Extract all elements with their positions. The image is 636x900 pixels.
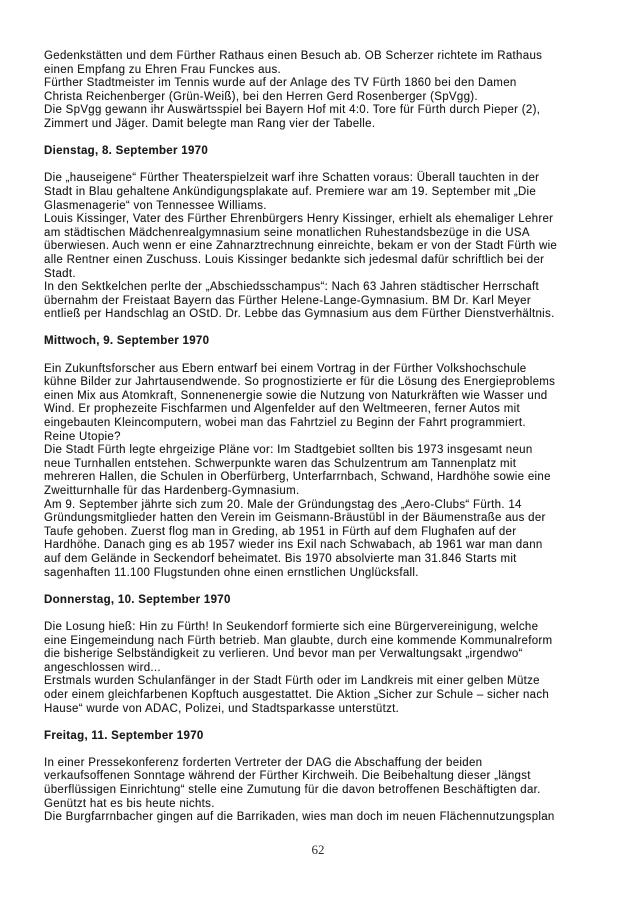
text-line: Fürther Stadtmeister im Tennis wurde auf der Anlage des TV Fürth 1860 bei den Damen: [44, 77, 517, 90]
text-line: Zweitturnhalle für das Hardenberg-Gymnasium.: [44, 485, 300, 497]
date-heading: [44, 594, 596, 608]
text-line: übernahm der Freistaat Bayern das Fürther Helene-Lange-Gymnasium. BM Dr. Karl Meyer: [44, 294, 532, 307]
text-line: die bisherige Selbständigkeit zu verlieren. Und bevor man per Verwaltungsakt „irgendwo“: [44, 648, 523, 661]
text-line: Taufe gehoben. Zuerst flog man in Greding, ab 1951 in Fürth auf dem Flughafen auf der: [44, 525, 517, 538]
text-line: Die Stadt Fürth legte ehrgeizige Pläne vor: Im Stadtgebiet sollten bis 1973 insgesamt neun: [44, 444, 533, 457]
text-line: In den Sektkelchen perlte der „Abschiedsschampus“: Nach 63 Jahren städtischer Herrschaft: [44, 281, 539, 294]
text-line: Gründungsmitglieder hatten den Verein im Geismann-Bräustübl in der Bäumenstraße aus der: [44, 512, 546, 525]
text-line: alle Rentner einen Zuschuss. Louis Kissinger bedankte sich jedesmal dafür schriftlich bei der: [44, 253, 545, 266]
text-line: auf dem Gelände in Seckendorf beheimatet. Bis 1970 absolvierte man 31.846 Starts mit: [44, 552, 517, 565]
date-heading: [44, 730, 596, 744]
date-heading: [44, 335, 596, 349]
text-line: sagenhaften 11.100 Flugstunden ohne einen ernstlichen Unglücksfall.: [44, 566, 419, 579]
text-line: Stadt.: [44, 267, 76, 280]
paragraph-block: [44, 172, 596, 322]
text-line: einen Empfang zu Ehren Frau Funckes aus.: [44, 63, 282, 76]
text-line: Die „hauseigene“ Fürther Theaterspielzeit warf ihre Schatten voraus: Überall tauchten in der: [44, 172, 540, 185]
text-line: Ein Zukunftsforscher aus Ebern entwarf bei einem Vortrag in der Fürther Volkshochschule: [44, 362, 527, 375]
text-line: neue Turnhallen entstehen. Schwerpunkte waren das Schulzentrum am Tannenplatz mit: [44, 457, 517, 470]
page-content: [44, 50, 596, 825]
paragraph-block: [44, 757, 596, 825]
text-line: Die Burgfarrnbacher gingen auf die Barrikaden, wies man doch im neuen Flächennutzungsplan: [44, 811, 555, 824]
text-line: entließ per Handschlag an OStD. Dr. Lebbe das Gymnasium aus dem Fürther Dienstverhältnis.: [44, 308, 555, 321]
text-line: eingebauten Kleincomputern, wobei man das Fahrtziel zu Beginn der Fahrt programmiert.: [44, 417, 526, 430]
text-line: Hause“ wurde von ADAC, Polizei, und Stadtsparkasse unterstützt.: [44, 702, 400, 715]
text-line: Hardhöhe. Danach ging es ab 1957 wieder ins Exil nach Schwabach, ab 1961 war man dann: [44, 539, 543, 552]
text-line: kühne Bilder zur Jahrtausendwende. So prognostizierte er für die Lösung des Energieproblems: [44, 376, 556, 389]
text-line: Genützt hat es bis heute nichts.: [44, 797, 215, 810]
text-line: Erstmals wurden Schulanfänger in der Stadt Fürth oder im Landkreis mit einer gelben Mütze: [44, 675, 540, 688]
text-line: Am 9. September jährte sich zum 20. Male der Gründungstag des „Aero-Clubs“ Fürth. 14: [44, 498, 522, 511]
text-line: Stadt in Blau gehaltene Ankündigungsplakate auf. Premiere war am 19. September mit „Die: [44, 185, 537, 198]
text-line: einen Mix aus Atomkraft, Sonnenenergie sowie die Nutzung von Naturkräften wie Wasser und: [44, 389, 548, 402]
text-line: mehreren Hallen, die Schulen in Oberfürberg, Unterfarrnbach, Schwand, Hardhöhe sowie eine: [44, 471, 551, 484]
text-line: angeschlossen wird...: [44, 661, 161, 674]
text-line: Glasmenagerie“ von Tennessee Williams.: [44, 199, 267, 212]
text-line: Louis Kissinger, Vater des Fürther Ehrenbürgers Henry Kissinger, erhielt als ehemaliger Lehrer: [44, 213, 554, 226]
text-line: überwiesen. Auch wenn er eine Zahnarztrechnung einreichte, bekam er von der Stadt Fürth wie: [44, 240, 558, 253]
text-line: eine Eingemeindung nach Fürth betrieb. Man glaubte, durch eine kommende Kommunalreform: [44, 634, 553, 647]
text-line: überflüssigen Einrichtung“ stelle eine Zumutung für die davon betroffenen Beschäftigten dar.: [44, 784, 541, 797]
text-line: oder einem gleichfarbenen Kopftuch ausgestattet. Die Aktion „Sicher zur Schule – sicher nach: [44, 688, 550, 701]
heading-line: Freitag, 11. September 1970: [44, 729, 204, 742]
text-line: In einer Pressekonferenz forderten Vertreter der DAG die Abschaffung der beiden: [44, 756, 483, 769]
heading-line: Dienstag, 8. September 1970: [44, 145, 209, 158]
text-line: am städtischen Mädchenrealgymnasium seine monatlichen Ruhestandsbezüge in die USA: [44, 226, 530, 239]
heading-line: Donnerstag, 10. September 1970: [44, 593, 231, 606]
text-line: verkaufsoffenen Sonntage während der Fürther Kirchweih. Die Beibehaltung dieser „längst: [44, 770, 531, 783]
text-line: Reine Utopie?: [44, 430, 121, 443]
text-line: Gedenkstätten und dem Fürther Rathaus einen Besuch ab. OB Scherzer richtete im Rathaus: [44, 50, 543, 62]
heading-line: Mittwoch, 9. September 1970: [44, 335, 210, 348]
page-number: 62: [311, 842, 325, 857]
text-line: Christa Reichenberger (Grün-Weiß), bei den Herren Gerd Rosenberger (SpVgg).: [44, 90, 478, 103]
paragraph-block: [44, 363, 596, 581]
text-line: Die Losung hieß: Hin zu Fürth! In Seukendorf formierte sich eine Bürgervereinigung, welche: [44, 620, 539, 633]
text-line: Die SpVgg gewann ihr Auswärtsspiel bei Bayern Hof mit 4:0. Tore für Fürth durch Pieper (2),: [44, 104, 541, 117]
paragraph-block: [44, 50, 596, 132]
text-line: Zimmert und Jäger. Damit belegte man Rang vier der Tabelle.: [44, 117, 376, 130]
date-heading: [44, 145, 596, 159]
text-line: Wind. Er prophezeite Fischfarmen und Algenfelder auf den Weltmeeren, ferner Autos mit: [44, 403, 520, 416]
paragraph-block: [44, 621, 596, 716]
